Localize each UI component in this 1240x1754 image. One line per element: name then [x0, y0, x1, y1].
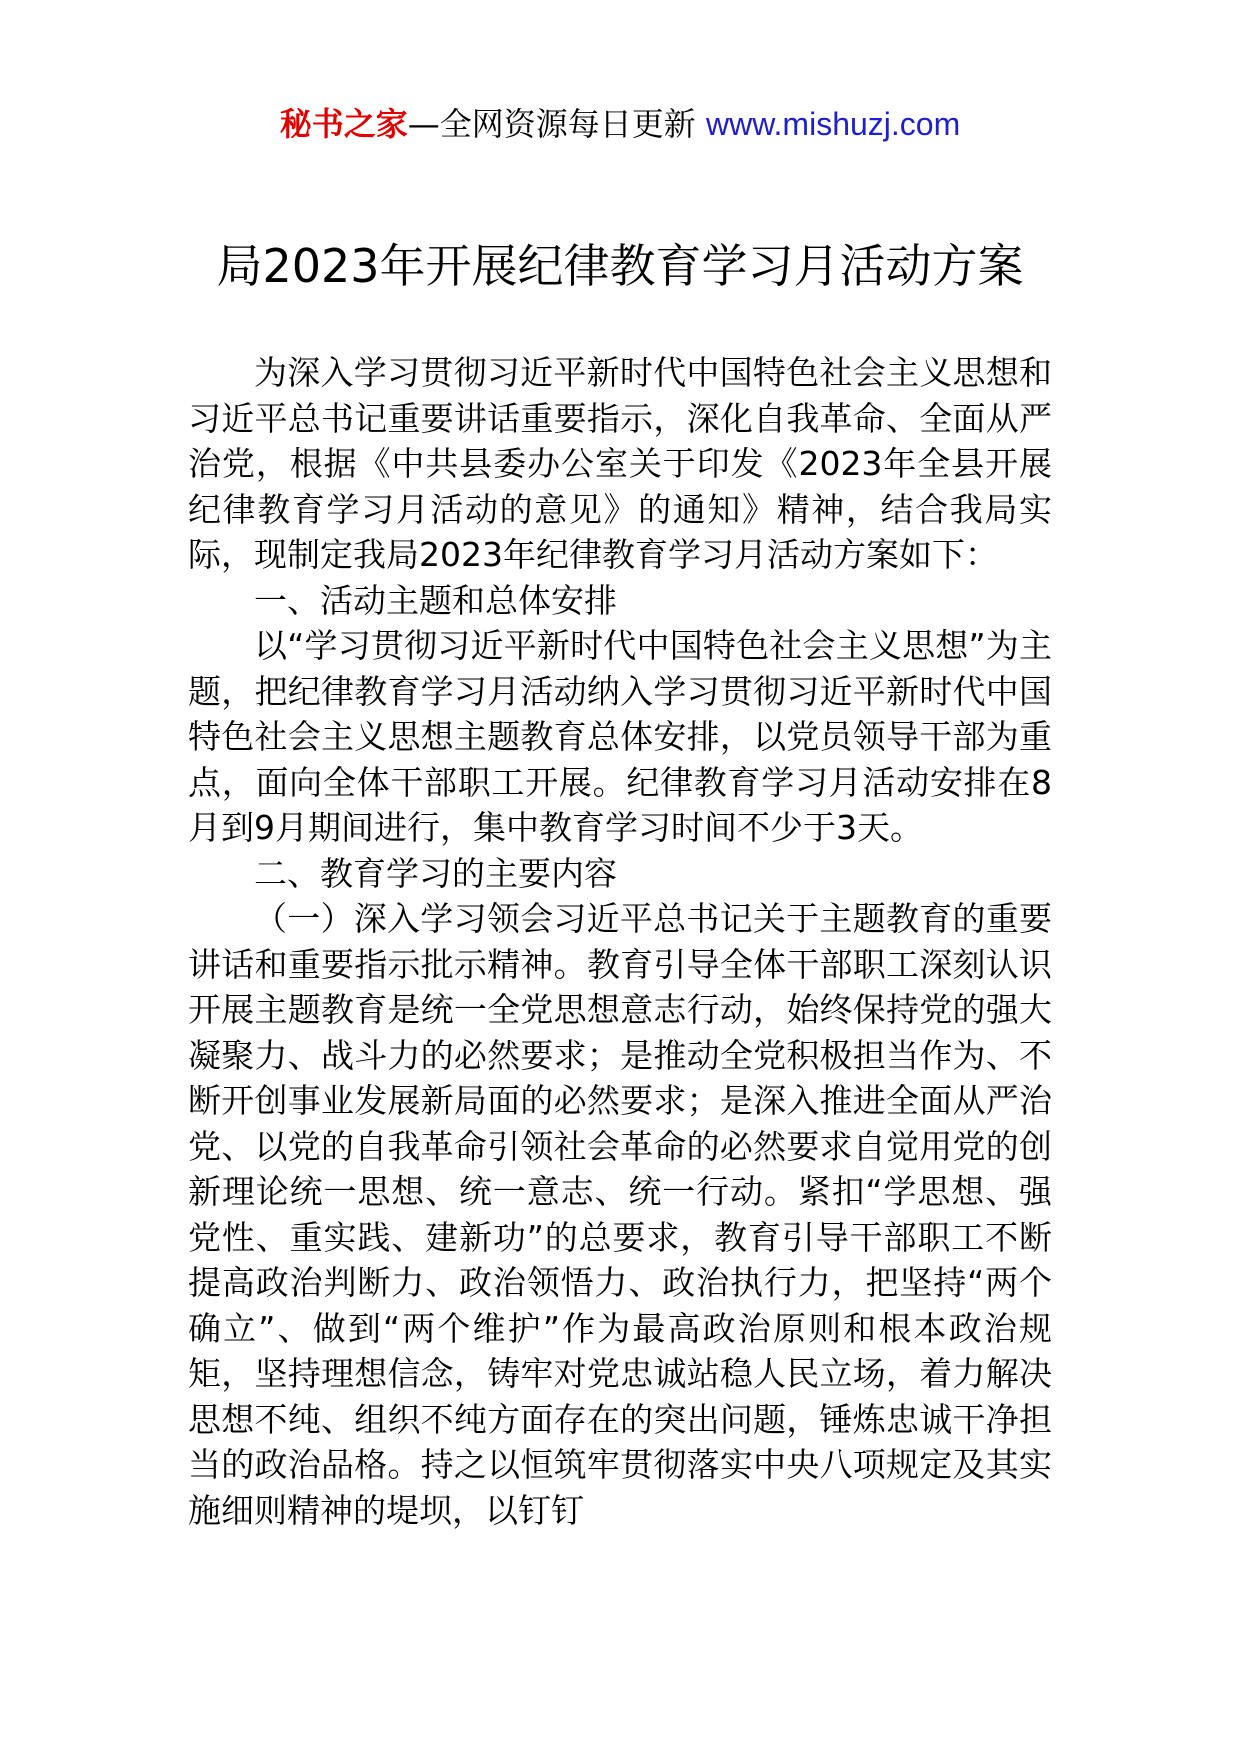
document-title: 局2023年开展纪律教育学习月活动方案: [216, 239, 1024, 293]
section-heading-1: 一、活动主题和总体安排: [254, 580, 617, 620]
banner-tagline: —全网资源每日更新: [407, 105, 696, 143]
section-1-paragraph: 以“学习贯彻习近平新时代中国特色社会主义思想”为主题，把纪律教育学习月活动纳入学习贯彻习近平新时代中国特色社会主义思想主题教育总体安排，以党员领导干部为重点，面向全体干部职工开展。纪律教育学习月活动安排在8月到9月期间进行，集中教育学习时间不少于3天。: [188, 626, 1052, 847]
site-banner: [0, 100, 1240, 148]
banner-brand: 秘书之家: [279, 105, 408, 143]
document-body: [188, 350, 1052, 1533]
section-2-paragraph-1: （一）深入学习领会习近平总书记关于主题教育的重要讲话和重要指示批示精神。教育引导全体干部职工深刻认识开展主题教育是统一全党思想意志行动，始终保持党的强大凝聚力、战斗力的必然要求；是推动全党积极担当作为、不断开创事业发展新局面的必然要求；是深入推进全面从严治党、以党的自我革命引领社会革命的必然要求自觉用党的创新理论统一思想、统一意志、统一行动。紧扣“学思想、强党性、重实践、建新功”的总要求，教育引导干部职工不断提高政治判断力、政治领悟力、政治执行力，把坚持“两个确立”、做到“两个维护”作为最高政治原则和根本政治规矩，坚持理想信念，铸牢对党忠诚站稳人民立场，着力解决思想不纯、组织不纯方面存在的突出问题，锤炼忠诚干净担当的政治品格。持之以恒筑牢贯彻落实中央八项规定及其实施细则精神的堤坝，以钉钉: [188, 899, 1052, 1530]
section-heading-2: 二、教育学习的主要内容: [254, 853, 617, 893]
banner-url[interactable]: www.mishuzj.com: [705, 106, 961, 142]
intro-paragraph: 为深入学习贯彻习近平新时代中国特色社会主义思想和习近平总书记重要讲话重要指示，深化自我革命、全面从严治党，根据《中共县委办公室关于印发《2023年全县开展纪律教育学习月活动的意见》的通知》精神，结合我局实际，现制定我局2023年纪律教育学习月活动方案如下：: [188, 353, 1052, 574]
